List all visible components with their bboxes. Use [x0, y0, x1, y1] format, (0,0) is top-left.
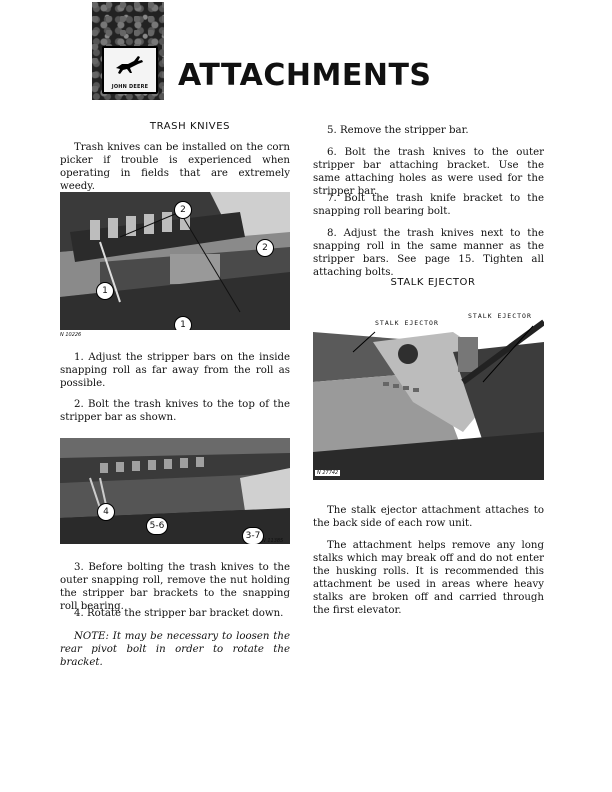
- callout-3-7: 3-7: [242, 527, 264, 544]
- figure-2-id: N 11385: [262, 538, 284, 544]
- figure-3-id: N 27742: [317, 470, 339, 476]
- john-deere-logo: [92, 2, 164, 100]
- logo-shield: [102, 46, 158, 94]
- stalk-ejector-photo: [313, 312, 544, 480]
- stalk-ejector-label-2: STALK EJECTOR: [468, 312, 532, 320]
- page-title: ATTACHMENTS: [178, 58, 432, 93]
- callout-4: 4: [97, 503, 115, 521]
- step-8: 8. Adjust the trash knives next to the snapping roll in the same manner as the stripper bars. See page 15. Tighten all attaching bolts.: [313, 228, 544, 278]
- figure-1-id: N 10226: [60, 332, 82, 338]
- callout-1a: 1: [96, 282, 114, 300]
- note: NOTE: It may be necessary to loosen the rear pivot bolt in order to rotate the bracket.: [60, 631, 290, 668]
- step-5: 5. Remove the stripper bar.: [327, 125, 469, 136]
- callout-2a: 2: [174, 201, 192, 219]
- step-1: 1. Adjust the stripper bars on the inside snapping roll as far away from the roll as possible.: [60, 352, 290, 389]
- trash-knives-heading: TRASH KNIVES: [149, 121, 231, 132]
- trash-knives-photo-1: [60, 192, 290, 330]
- callout-1b: 1: [174, 316, 192, 330]
- step-6: 6. Bolt the trash knives to the outer stripper bar attaching bracket. Use the same attaching holes as were used for the stripper bar.: [313, 147, 544, 197]
- trash-knives-intro: Trash knives can be installed on the corn picker if trouble is experienced when operating in fields that are extremely weedy.: [60, 142, 290, 192]
- step-3: 3. Before bolting the trash knives to the outer snapping roll, remove the nut holding the stripper bar brackets to the snapping roll bearing.: [60, 562, 290, 612]
- trash-knives-photo-2: [60, 438, 290, 544]
- step-4: 4. Rotate the stripper bar bracket down.: [74, 608, 284, 619]
- callout-2b: 2: [256, 239, 274, 257]
- stalk-ejector-para-2: The attachment helps remove any long stalks which may break off and do not enter the husking rolls. It is recommended this attachment be used in areas where heavy stalks are broken off and carried through the first elevator.: [313, 540, 544, 616]
- photo-3-illustration: [313, 312, 544, 480]
- stalk-ejector-para-1: The stalk ejector attachment attaches to the back side of each row unit.: [313, 505, 544, 529]
- stalk-ejector-heading: STALK EJECTOR: [390, 277, 476, 288]
- logo-text: JOHN DEERE: [111, 84, 149, 90]
- callout-5-6: 5-6: [146, 517, 168, 535]
- deer-icon: [114, 52, 146, 76]
- step-7: 7. Bolt the trash knife bracket to the snapping roll bearing bolt.: [313, 193, 544, 217]
- stalk-ejector-label-1: STALK EJECTOR: [375, 319, 439, 327]
- step-2: 2. Bolt the trash knives to the top of the stripper bar as shown.: [60, 399, 290, 423]
